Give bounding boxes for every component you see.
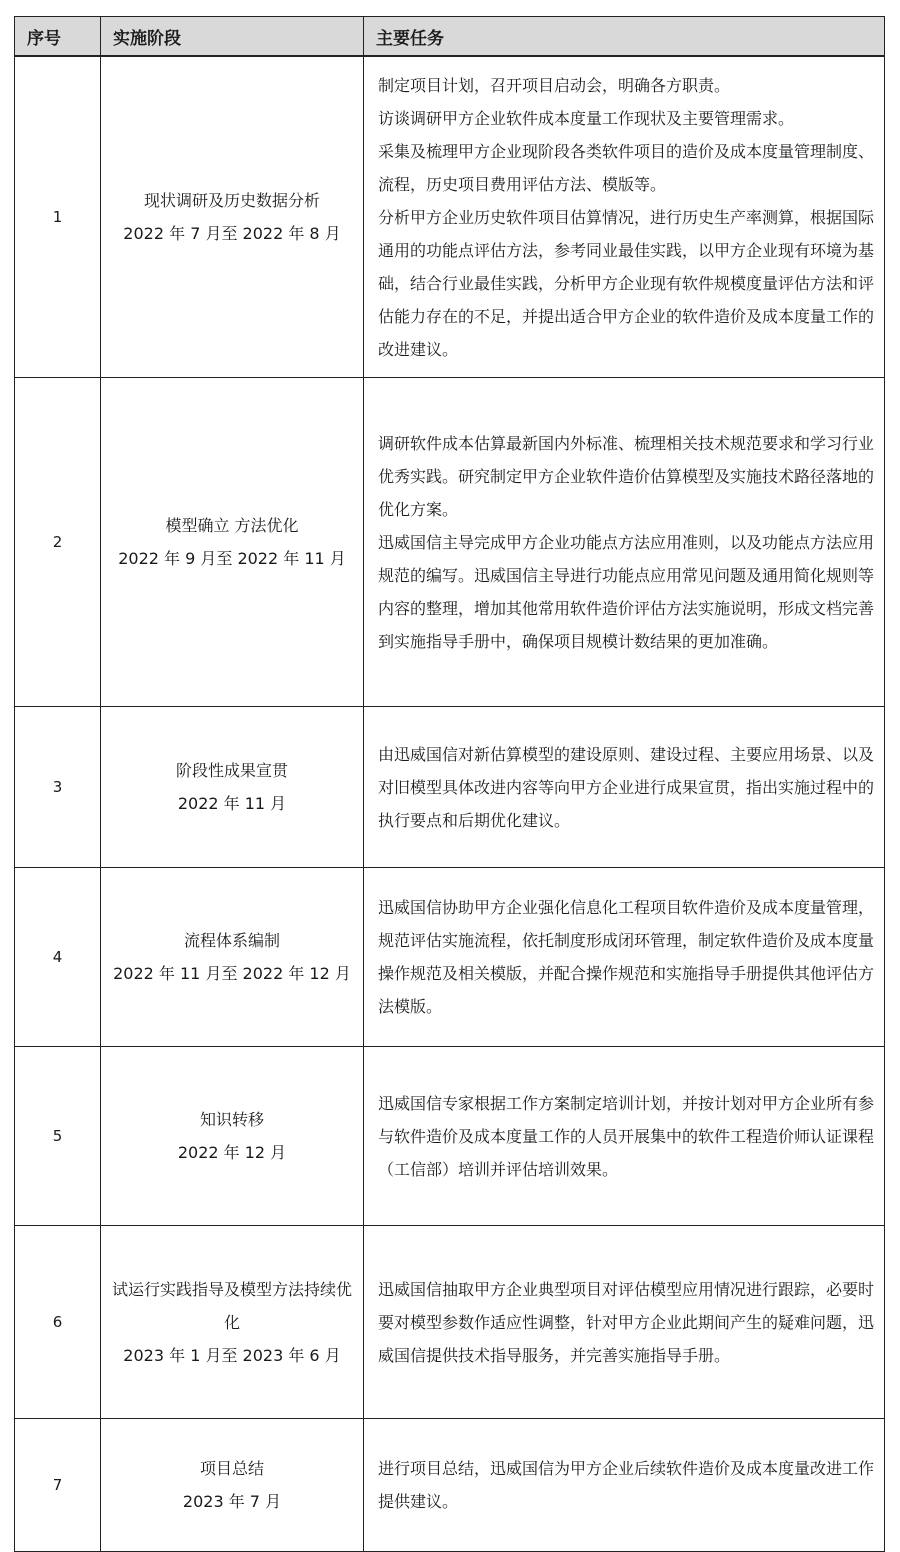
- task-paragraph: 进行项目总结，迅威国信为甲方企业后续软件造价及成本度量改进工作提供建议。: [378, 1459, 875, 1511]
- header-row: [15, 17, 885, 57]
- header-no: 序号: [15, 17, 101, 57]
- tasks-cell: [364, 707, 885, 868]
- stage-period: 2023 年 1 月至 2023 年 6 月: [123, 1345, 341, 1365]
- stage-title: 知识转移: [199, 1110, 264, 1129]
- table-body: [15, 56, 885, 1552]
- task-paragraph: 迅威国信主导完成甲方企业功能点方法应用准则，以及功能点方法应用规范的编写。迅威国信主导进行功能点应用常见问题及通用简化规则等内容的整理，增加其他常用软件造价评估方法实施说明，形成文档完善到实施指导手册中，确保项目规模计数结果的更加准确。: [378, 532, 875, 651]
- stage-period: 2022 年 9 月至 2022 年 11 月: [118, 549, 346, 568]
- tasks-cell: [364, 1047, 885, 1226]
- header-tasks: 主要任务: [364, 17, 885, 57]
- stage-title: 试运行实践指导及模型方法持续优化: [111, 1279, 352, 1332]
- header-stage: 实施阶段: [101, 17, 364, 57]
- stage-title: 项目总结: [199, 1459, 264, 1478]
- stage-cell: [101, 707, 364, 868]
- row-number: 5: [15, 1047, 101, 1226]
- row-number: 6: [15, 1226, 101, 1419]
- row-number: 1: [15, 56, 101, 378]
- row-number: 2: [15, 378, 101, 707]
- task-paragraph: 迅威国信协助甲方企业强化信息化工程项目软件造价及成本度量管理，规范评估实施流程，依托制度形成闭环管理，制定软件造价及成本度量操作规范及相关模版，并配合操作规范和实施指导手册提供其他评估方法模版。: [378, 898, 875, 1016]
- stage-cell: [101, 1047, 364, 1226]
- row-number: 3: [15, 707, 101, 868]
- task-paragraph: 访谈调研甲方企业软件成本度量工作现状及主要管理需求。: [378, 108, 795, 128]
- table-row: [15, 1419, 885, 1552]
- task-paragraph: 调研软件成本估算最新国内外标准、梳理相关技术规范要求和学习行业优秀实践。研究制定甲方企业软件造价估算模型及实施技术路径落地的优化方案。: [378, 433, 875, 519]
- stage-title: 流程体系编制: [183, 931, 280, 950]
- task-paragraph: 采集及梳理甲方企业现阶段各类软件项目的造价及成本度量管理制度、流程，历史项目费用评估方法、模版等。: [378, 141, 875, 194]
- stage-period: 2023 年 7 月: [182, 1492, 282, 1511]
- tasks-cell: [364, 1226, 885, 1419]
- table-row: [15, 1226, 885, 1419]
- table-header: [15, 17, 885, 57]
- tasks-cell: [364, 56, 885, 378]
- stage-cell: [101, 1419, 364, 1552]
- stage-cell: [101, 1226, 364, 1419]
- implementation-plan-table: [14, 16, 885, 1552]
- task-paragraph: 分析甲方企业历史软件项目估算情况，进行历史生产率测算，根据国际通用的功能点评估方法，参考同业最佳实践，以甲方企业现有环境为基础，结合行业最佳实践，分析甲方企业现有软件规模度量评估方法和评估能力存在的不足，并提出适合甲方企业的软件造价及成本度量工作的改进建议。: [378, 207, 875, 359]
- table-row: [15, 56, 885, 378]
- row-number: 4: [15, 868, 101, 1047]
- stage-title: 阶段性成果宣贯: [175, 761, 288, 780]
- stage-period: 2022 年 11 月: [177, 794, 287, 813]
- stage-period: 2022 年 11 月至 2022 年 12 月: [113, 964, 351, 983]
- stage-cell: [101, 868, 364, 1047]
- table-row: [15, 378, 885, 707]
- stage-title: 现状调研及历史数据分析: [143, 191, 320, 210]
- stage-cell: [101, 56, 364, 378]
- implementation-plan-table-wrapper: [14, 16, 884, 1552]
- stage-title: 模型确立 方法优化: [165, 516, 299, 535]
- task-paragraph: 制定项目计划，召开项目启动会，明确各方职责。: [378, 75, 731, 95]
- tasks-cell: [364, 1419, 885, 1552]
- task-paragraph: 迅威国信抽取甲方企业典型项目对评估模型应用情况进行跟踪，必要时要对模型参数作适应性调整，针对甲方企业此期间产生的疑难问题，迅威国信提供技术指导服务，并完善实施指导手册。: [378, 1279, 875, 1365]
- row-number: 7: [15, 1419, 101, 1552]
- table-row: [15, 707, 885, 868]
- tasks-cell: [364, 868, 885, 1047]
- stage-period: 2022 年 7 月至 2022 年 8 月: [123, 224, 341, 243]
- tasks-cell: [364, 378, 885, 707]
- table-row: [15, 868, 885, 1047]
- table-row: [15, 1047, 885, 1226]
- task-paragraph: 迅威国信专家根据工作方案制定培训计划，并按计划对甲方企业所有参与软件造价及成本度量工作的人员开展集中的软件工程造价师认证课程（工信部）培训并评估培训效果。: [378, 1093, 875, 1179]
- stage-period: 2022 年 12 月: [177, 1143, 287, 1162]
- task-paragraph: 由迅威国信对新估算模型的建设原则、建设过程、主要应用场景、以及对旧模型具体改进内容等向甲方企业进行成果宣贯，指出实施过程中的执行要点和后期优化建议。: [378, 744, 875, 830]
- stage-cell: [101, 378, 364, 707]
